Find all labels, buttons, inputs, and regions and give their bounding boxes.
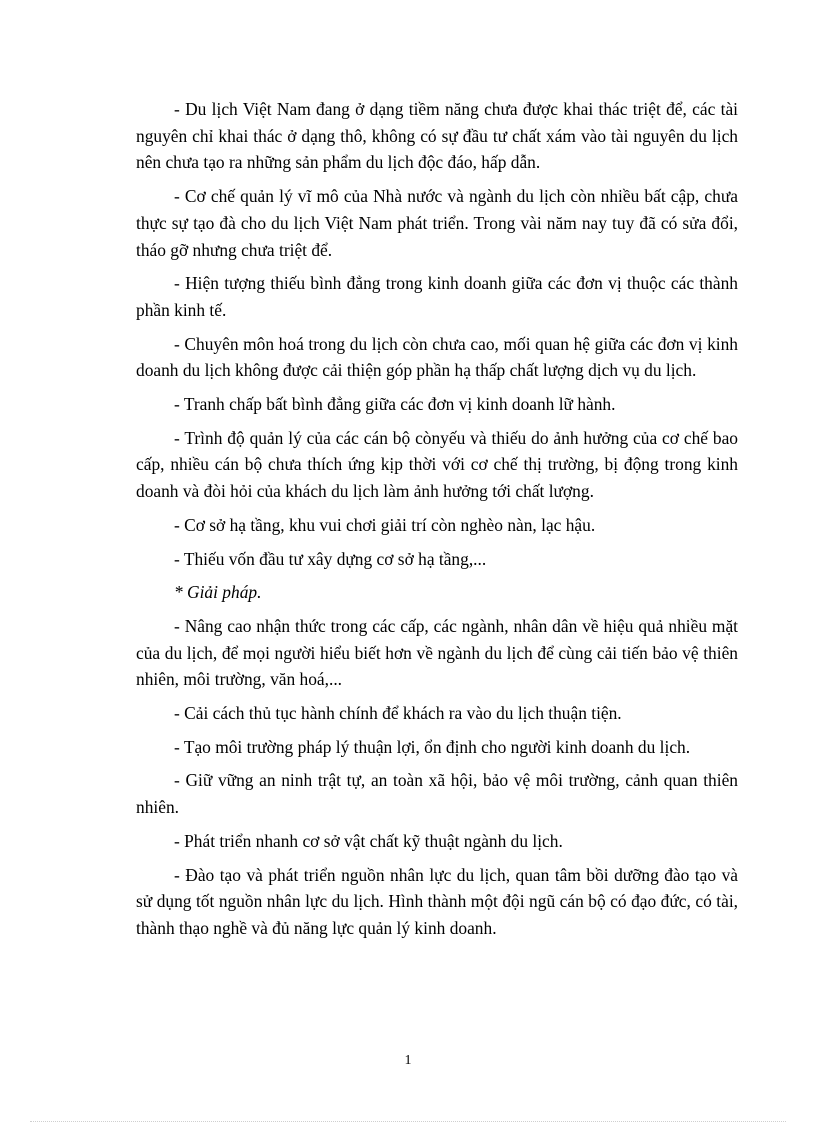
- paragraph-specialization: - Chuyên môn hoá trong du lịch còn chưa cao, mối quan hệ giữa các đơn vị kinh doanh du lịch không được cải thiện góp phần hạ thấp chất lượng dịch vụ du lịch.: [136, 333, 738, 381]
- paragraph-legal-environment: - Tạo môi trường pháp lý thuận lợi, ổn định cho người kinh doanh du lịch.: [174, 736, 691, 757]
- solutions-heading: * Giải pháp.: [174, 582, 262, 603]
- paragraph-security-environment: - Giữ vững an ninh trật tự, an toàn xã hội, bảo vệ môi trường, cảnh quan thiên nhiên.: [136, 770, 738, 818]
- paragraph-management-skills: - Trình độ quản lý của các cán bộ cònyếu và thiếu do ảnh hưởng của cơ chế bao cấp, nhiều cán bộ chưa thích ứng kịp thời với cơ chế thị trường, bị động trong kinh doanh và đòi hỏi của khách du lịch làm ảnh hưởng tới chất lượng.: [136, 427, 738, 502]
- paragraph-administrative-reform: - Cải cách thủ tục hành chính để khách ra vào du lịch thuận tiện.: [174, 703, 622, 724]
- page-number: 1: [404, 1053, 412, 1068]
- paragraph-human-resources: - Đào tạo và phát triển nguồn nhân lực du lịch, quan tâm bồi dưỡng đào tạo và sử dụng tốt nguồn nhân lực du lịch. Hình thành một đội ngũ cán bộ có đạo đức, có tài, thành thạo nghề và đủ năng lực quản lý kinh doanh.: [136, 864, 738, 938]
- paragraph-business-inequality: - Hiện tượng thiếu bình đẳng trong kinh doanh giữa các đơn vị thuộc các thành phần kinh tế.: [136, 273, 738, 320]
- document-body: [136, 96, 738, 949]
- paragraph-facilities: - Phát triển nhanh cơ sở vật chất kỹ thuật ngành du lịch.: [174, 830, 563, 851]
- paragraph-investment-capital: - Thiếu vốn đầu tư xây dựng cơ sở hạ tầng,...: [174, 548, 487, 569]
- paragraph-infrastructure: - Cơ sở hạ tầng, khu vui chơi giải trí còn nghèo nàn, lạc hậu.: [174, 514, 596, 535]
- paragraph-tourism-potential: - Du lịch Việt Nam đang ở dạng tiềm năng chưa được khai thác triệt để, các tài nguyên chỉ khai thác ở dạng thô, không có sự đầu tư chất xám vào tài nguyên du lịch nên chưa tạo ra những sản phẩm du lịch độc đáo, hấp dẫn.: [136, 99, 738, 173]
- paragraph-raise-awareness: - Nâng cao nhận thức trong các cấp, các ngành, nhân dân về hiệu quả nhiều mặt của du lịch, để mọi người hiểu biết hơn về ngành du lịch để cùng cải tiến bảo vệ thiên nhiên, môi trường, văn hoá,...: [136, 615, 738, 690]
- paragraph-travel-disputes: - Tranh chấp bất bình đẳng giữa các đơn vị kinh doanh lữ hành.: [174, 394, 616, 415]
- paragraph-macro-management: - Cơ chế quản lý vĩ mô của Nhà nước và ngành du lịch còn nhiều bất cập, chưa thực sự tạo đà cho du lịch Việt Nam phát triển. Trong vài năm nay tuy đã có sửa đổi, tháo gỡ nhưng chưa triệt để.: [136, 186, 738, 260]
- page-bottom-divider: [30, 1121, 786, 1122]
